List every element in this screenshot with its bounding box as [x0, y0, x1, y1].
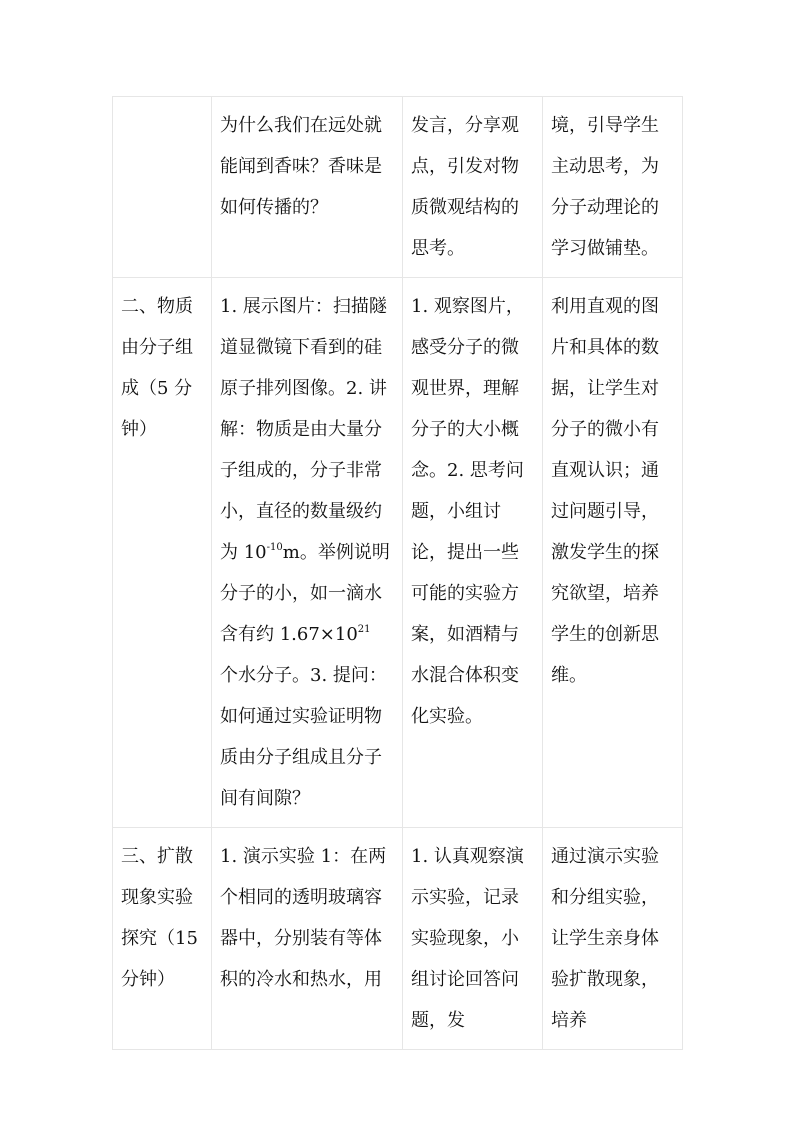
phase-cell: [113, 278, 212, 828]
design-intent-text: 利用直观的图片和具体的数据，让学生对分子的微小有直观认识；通过问题引导，激发学生的探究欲望，培养学生的创新思维。: [551, 296, 659, 686]
student-activity-cell: [403, 97, 543, 278]
table-row: [113, 97, 683, 278]
teacher-activity-part-2: m。举例说明分子的小，如一滴水含有约 1.67×10: [220, 542, 390, 645]
table-row: [113, 828, 683, 1050]
teacher-activity-text: 1. 演示实验 1：在两个相同的透明玻璃容器中，分别装有等体积的冷水和热水，用: [220, 846, 387, 990]
design-intent-cell: [543, 278, 683, 828]
teacher-activity-cell: [212, 828, 403, 1050]
teacher-activity-text: 为什么我们在远处就能闻到香味？香味是如何传播的？: [220, 115, 382, 218]
phase-cell: [113, 97, 212, 278]
teacher-activity-part-1: 1. 展示图片：扫描隧道显微镜下看到的硅原子排列图像。2. 讲解：物质是由大量分子组成的，分子非常小，直径的数量级约为 10: [220, 296, 387, 563]
table-row: [113, 278, 683, 828]
lesson-plan-table: [112, 96, 683, 1050]
exponent-twenty-one: 21: [357, 624, 371, 635]
design-intent-text: 境，引导学生主动思考，为分子动理论的学习做铺垫。: [551, 115, 659, 259]
page-footer-space: [112, 988, 682, 989]
teacher-activity-text: [220, 286, 394, 819]
teacher-activity-cell: [212, 278, 403, 828]
student-activity-cell: [403, 278, 543, 828]
design-intent-cell: [543, 97, 683, 278]
design-intent-text: 通过演示实验和分组实验，让学生亲身体验扩散现象，培养: [551, 846, 659, 1031]
teacher-activity-cell: [212, 97, 403, 278]
student-activity-cell: [403, 828, 543, 1050]
phase-text: 二、物质由分子组成（5 分钟）: [121, 296, 193, 440]
student-activity-text: 1. 观察图片，感受分子的微观世界，理解分子的大小概念。2. 思考问题，小组讨论，提出一些可能的实验方案，如酒精与水混合体积变化实验。: [411, 296, 524, 727]
phase-cell: [113, 828, 212, 1050]
exponent-negative-ten: -10: [266, 542, 283, 553]
phase-text: 三、扩散现象实验探究（15 分钟）: [121, 846, 198, 990]
design-intent-cell: [543, 828, 683, 1050]
teacher-activity-part-3: 个水分子。3. 提问：如何通过实验证明物质由分子组成且分子间有间隙？: [220, 665, 387, 809]
student-activity-text: 1. 认真观察演示实验，记录实验现象，小组讨论回答问题，发: [411, 846, 524, 1031]
student-activity-text: 发言，分享观点，引发对物质微观结构的思考。: [411, 115, 519, 259]
